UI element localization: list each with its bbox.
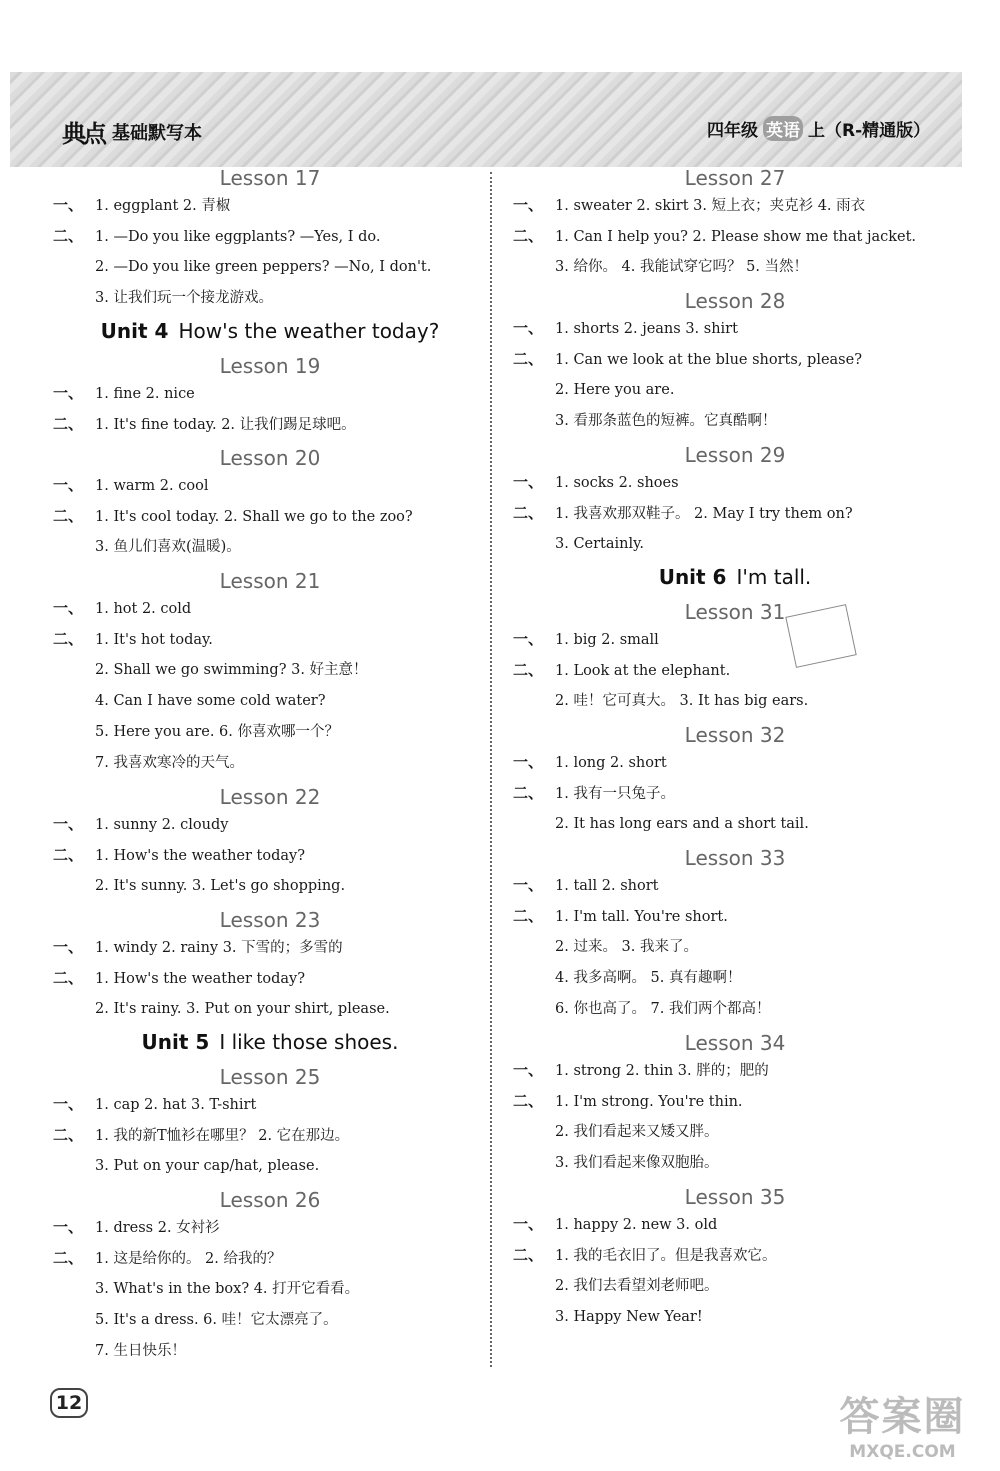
- answer-text: 1. Can we look at the blue shorts, please?: [555, 352, 862, 368]
- answer-line: [505, 344, 945, 375]
- answer-text: 1. 我喜欢那双鞋子。 2. May I try them on?: [555, 506, 853, 522]
- section-mark: 一、: [53, 476, 84, 494]
- answer-line: [45, 932, 475, 963]
- answer-line: [505, 1302, 945, 1333]
- answer-text: 3. 给你。 4. 我能试穿它吗？ 5. 当然！: [555, 259, 809, 275]
- answer-text: 1. How's the weather today?: [95, 971, 305, 987]
- answer-line: [505, 529, 945, 560]
- answer-text: 1. dress 2. 女衬衫: [95, 1220, 220, 1236]
- section-mark: 二、: [53, 507, 84, 525]
- answer-text: 1. It's cool today. 2. Shall we go to the zoo?: [95, 509, 413, 525]
- answer-line: [505, 1117, 945, 1148]
- lesson-title: Lesson 26: [219, 1188, 321, 1212]
- answer-line: [45, 624, 475, 655]
- watermark-text: 答案圈: [839, 1394, 966, 1440]
- unit-heading: [45, 1025, 475, 1059]
- answer-text: 1. sweater 2. skirt 3. 短上衣；夹克衫 4. 雨衣: [555, 198, 866, 214]
- answer-text: 2. —Do you like green peppers? —No, I don't.: [95, 259, 432, 275]
- answer-text: 1. fine 2. nice: [95, 386, 195, 402]
- answer-text: 2. 我们去看望刘老师吧。: [555, 1278, 719, 1294]
- section-mark: 一、: [53, 815, 84, 833]
- answer-text: 1. —Do you like eggplants? —Yes, I do.: [95, 229, 381, 245]
- answer-line: [45, 655, 475, 686]
- section-mark: 二、: [513, 784, 544, 802]
- section-mark: 二、: [513, 1092, 544, 1110]
- answer-text: 1. It's fine today. 2. 让我们踢足球吧。: [95, 417, 356, 433]
- answer-line: [505, 375, 945, 406]
- lesson-title: Lesson 28: [684, 289, 786, 313]
- unit-name: How's the weather today?: [178, 319, 440, 343]
- answer-line: [45, 840, 475, 871]
- unit-number: Unit 4: [100, 319, 169, 343]
- section-mark: 一、: [513, 196, 544, 214]
- section-mark: 一、: [513, 876, 544, 894]
- lesson-title: Lesson 21: [219, 569, 321, 593]
- answer-line: [45, 809, 475, 840]
- answer-line: [505, 870, 945, 901]
- answer-text: 5. Here you are. 6. 你喜欢哪一个？: [95, 724, 339, 740]
- section-mark: 一、: [53, 938, 84, 956]
- answer-text: 1. eggplant 2. 青椒: [95, 198, 231, 214]
- answer-text: 1. strong 2. thin 3. 胖的；肥的: [555, 1063, 769, 1079]
- section-mark: 一、: [513, 1215, 544, 1233]
- section-mark: 二、: [53, 969, 84, 987]
- answer-line: [45, 409, 475, 440]
- lesson-title: Lesson 33: [684, 846, 786, 870]
- unit-heading: [45, 314, 475, 348]
- lesson-title: Lesson 17: [219, 166, 321, 190]
- answer-line: [505, 778, 945, 809]
- answer-line: [505, 221, 945, 252]
- answer-text: 3. Happy New Year!: [555, 1309, 703, 1325]
- answer-text: 6. 你也高了。 7. 我们两个都高！: [555, 1001, 771, 1017]
- lesson-title: Lesson 20: [219, 446, 321, 470]
- lesson-title: Lesson 34: [684, 1031, 786, 1055]
- watermark: [820, 1385, 985, 1462]
- page-number: 12: [50, 1388, 88, 1418]
- answer-text: 5. It's a dress. 6. 哇！它太漂亮了。: [95, 1312, 338, 1328]
- lesson-title: Lesson 22: [219, 785, 321, 809]
- lesson-title: Lesson 25: [219, 1065, 321, 1089]
- lesson-title: Lesson 31: [684, 600, 786, 624]
- answer-line: [45, 686, 475, 717]
- section-mark: 二、: [53, 630, 84, 648]
- answer-text: 1. It's hot today.: [95, 632, 213, 648]
- right-column: [505, 160, 945, 1333]
- answer-line: [45, 1336, 475, 1367]
- answer-line: [45, 1243, 475, 1274]
- unit-number: Unit 6: [658, 565, 727, 589]
- answer-line: [45, 1151, 475, 1182]
- section-mark: 二、: [53, 846, 84, 864]
- lesson-title: Lesson 19: [219, 354, 321, 378]
- section-mark: 二、: [53, 1249, 84, 1267]
- answer-line: [45, 871, 475, 902]
- section-mark: 二、: [53, 1126, 84, 1144]
- section-mark: 一、: [513, 753, 544, 771]
- answer-text: 2. It's sunny. 3. Let's go shopping.: [95, 878, 346, 894]
- grade-label: 四年级: [707, 121, 758, 141]
- answer-text: 1. I'm tall. You're short.: [555, 909, 728, 925]
- subject-badge: 英语: [763, 116, 803, 141]
- answer-text: 1. sunny 2. cloudy: [95, 817, 229, 833]
- watermark-url: MXQE.COM: [849, 1442, 956, 1462]
- section-mark: 一、: [513, 473, 544, 491]
- answer-text: 1. Look at the elephant.: [555, 663, 731, 679]
- answer-line: [45, 1089, 475, 1120]
- answer-line: [505, 932, 945, 963]
- answer-text: 4. 我多高啊。 5. 真有趣啊！: [555, 970, 742, 986]
- answer-text: 3. 看那条蓝色的短裤。它真酷啊！: [555, 413, 777, 429]
- answer-line: [505, 1271, 945, 1302]
- answer-line: [505, 1240, 945, 1271]
- section-mark: 二、: [513, 661, 544, 679]
- unit-name: I like those shoes.: [219, 1030, 399, 1054]
- section-mark: 一、: [53, 599, 84, 617]
- answer-line: [505, 1209, 945, 1240]
- answer-line: [45, 593, 475, 624]
- answer-text: 1. How's the weather today?: [95, 848, 305, 864]
- answer-text: 3. 我们看起来像双胞胎。: [555, 1155, 719, 1171]
- answer-line: [505, 686, 945, 717]
- answer-text: 7. 我喜欢寒冷的天气。: [95, 755, 244, 771]
- answer-text: 1. happy 2. new 3. old: [555, 1217, 718, 1233]
- header-left: [62, 114, 202, 149]
- answer-text: 1. shorts 2. jeans 3. shirt: [555, 321, 738, 337]
- answer-line: [45, 252, 475, 283]
- answer-line: [505, 1148, 945, 1179]
- left-column: [45, 160, 475, 1367]
- brand-logo: 典点: [62, 120, 104, 148]
- answer-text: 2. 我们看起来又矮又胖。: [555, 1124, 719, 1140]
- column-divider: [490, 172, 492, 1367]
- answer-text: 2. Here you are.: [555, 382, 675, 398]
- answer-line: [505, 994, 945, 1025]
- answer-text: 1. long 2. short: [555, 755, 667, 771]
- lesson-title: Lesson 35: [684, 1185, 786, 1209]
- lesson-title: Lesson 29: [684, 443, 786, 467]
- answer-line: [505, 901, 945, 932]
- answer-text: 1. cap 2. hat 3. T-shirt: [95, 1097, 257, 1113]
- lesson-title: Lesson 32: [684, 723, 786, 747]
- answer-text: 1. socks 2. shoes: [555, 475, 679, 491]
- page-header: [10, 72, 962, 167]
- section-mark: 二、: [513, 350, 544, 368]
- answer-text: 3. What's in the box? 4. 打开它看看。: [95, 1281, 360, 1297]
- answer-line: [505, 963, 945, 994]
- answer-line: [45, 1212, 475, 1243]
- section-mark: 一、: [53, 384, 84, 402]
- answer-text: 1. I'm strong. You're thin.: [555, 1094, 743, 1110]
- edition-label: 上（R-精通版）: [808, 121, 931, 141]
- section-mark: 二、: [513, 227, 544, 245]
- section-mark: 二、: [513, 907, 544, 925]
- answer-text: 3. Put on your cap/hat, please.: [95, 1158, 320, 1174]
- section-mark: 二、: [53, 227, 84, 245]
- answer-line: [505, 406, 945, 437]
- section-mark: 一、: [53, 196, 84, 214]
- answer-line: [45, 283, 475, 314]
- lesson-title: Lesson 23: [219, 908, 321, 932]
- answer-line: [505, 655, 945, 686]
- answer-text: 3. Certainly.: [555, 536, 645, 552]
- answer-line: [45, 994, 475, 1025]
- lesson-title: Lesson 27: [684, 166, 786, 190]
- unit-heading: [505, 560, 945, 594]
- answer-text: 7. 生日快乐！: [95, 1343, 186, 1359]
- answer-line: [45, 717, 475, 748]
- section-mark: 一、: [53, 1218, 84, 1236]
- section-mark: 二、: [53, 415, 84, 433]
- section-mark: 一、: [53, 1095, 84, 1113]
- answer-line: [505, 1086, 945, 1117]
- answer-text: 1. big 2. small: [555, 632, 659, 648]
- answer-line: [45, 501, 475, 532]
- answer-line: [45, 748, 475, 779]
- header-right: [707, 116, 930, 141]
- answer-line: [45, 470, 475, 501]
- answer-text: 4. Can I have some cold water?: [95, 693, 326, 709]
- answer-line: [45, 1305, 475, 1336]
- answer-text: 1. tall 2. short: [555, 878, 659, 894]
- answer-line: [505, 1055, 945, 1086]
- answer-line: [45, 1120, 475, 1151]
- answer-text: 1. 这是给你的。 2. 给我的？: [95, 1251, 282, 1267]
- answer-text: 1. 我的毛衣旧了。但是我喜欢它。: [555, 1248, 777, 1264]
- answer-text: 2. 哇！它可真大。 3. It has big ears.: [555, 693, 809, 709]
- unit-name: I'm tall.: [736, 565, 812, 589]
- answer-line: [505, 467, 945, 498]
- answer-text: 1. windy 2. rainy 3. 下雪的；多雪的: [95, 940, 343, 956]
- answer-text: 1. hot 2. cold: [95, 601, 192, 617]
- answer-text: 1. Can I help you? 2. Please show me that jacket.: [555, 229, 917, 245]
- section-mark: 一、: [513, 1061, 544, 1079]
- book-title: 基础默写本: [112, 122, 202, 144]
- answer-text: 3. 鱼儿们喜欢(温暖)。: [95, 539, 241, 555]
- answer-text: 2. 过来。 3. 我来了。: [555, 939, 698, 955]
- answer-line: [505, 313, 945, 344]
- section-mark: 一、: [513, 630, 544, 648]
- unit-number: Unit 5: [141, 1030, 210, 1054]
- answer-line: [45, 221, 475, 252]
- answer-text: 2. Shall we go swimming? 3. 好主意！: [95, 662, 368, 678]
- answer-text: 1. 我有一只兔子。: [555, 786, 675, 802]
- answer-line: [505, 809, 945, 840]
- answer-line: [45, 378, 475, 409]
- answer-text: 1. 我的新T恤衫在哪里？ 2. 它在那边。: [95, 1128, 350, 1144]
- section-mark: 二、: [513, 1246, 544, 1264]
- section-mark: 二、: [513, 504, 544, 522]
- answer-line: [45, 532, 475, 563]
- answer-line: [505, 747, 945, 778]
- answer-line: [45, 963, 475, 994]
- answer-text: 3. 让我们玩一个接龙游戏。: [95, 290, 273, 306]
- section-mark: 一、: [513, 319, 544, 337]
- answer-line: [505, 498, 945, 529]
- answer-line: [45, 1274, 475, 1305]
- answer-text: 2. It has long ears and a short tail.: [555, 816, 809, 832]
- answer-line: [45, 190, 475, 221]
- answer-text: 2. It's rainy. 3. Put on your shirt, please.: [95, 1001, 390, 1017]
- answer-line: [505, 252, 945, 283]
- answer-line: [505, 190, 945, 221]
- answer-text: 1. warm 2. cool: [95, 478, 209, 494]
- answer-line: [505, 624, 945, 655]
